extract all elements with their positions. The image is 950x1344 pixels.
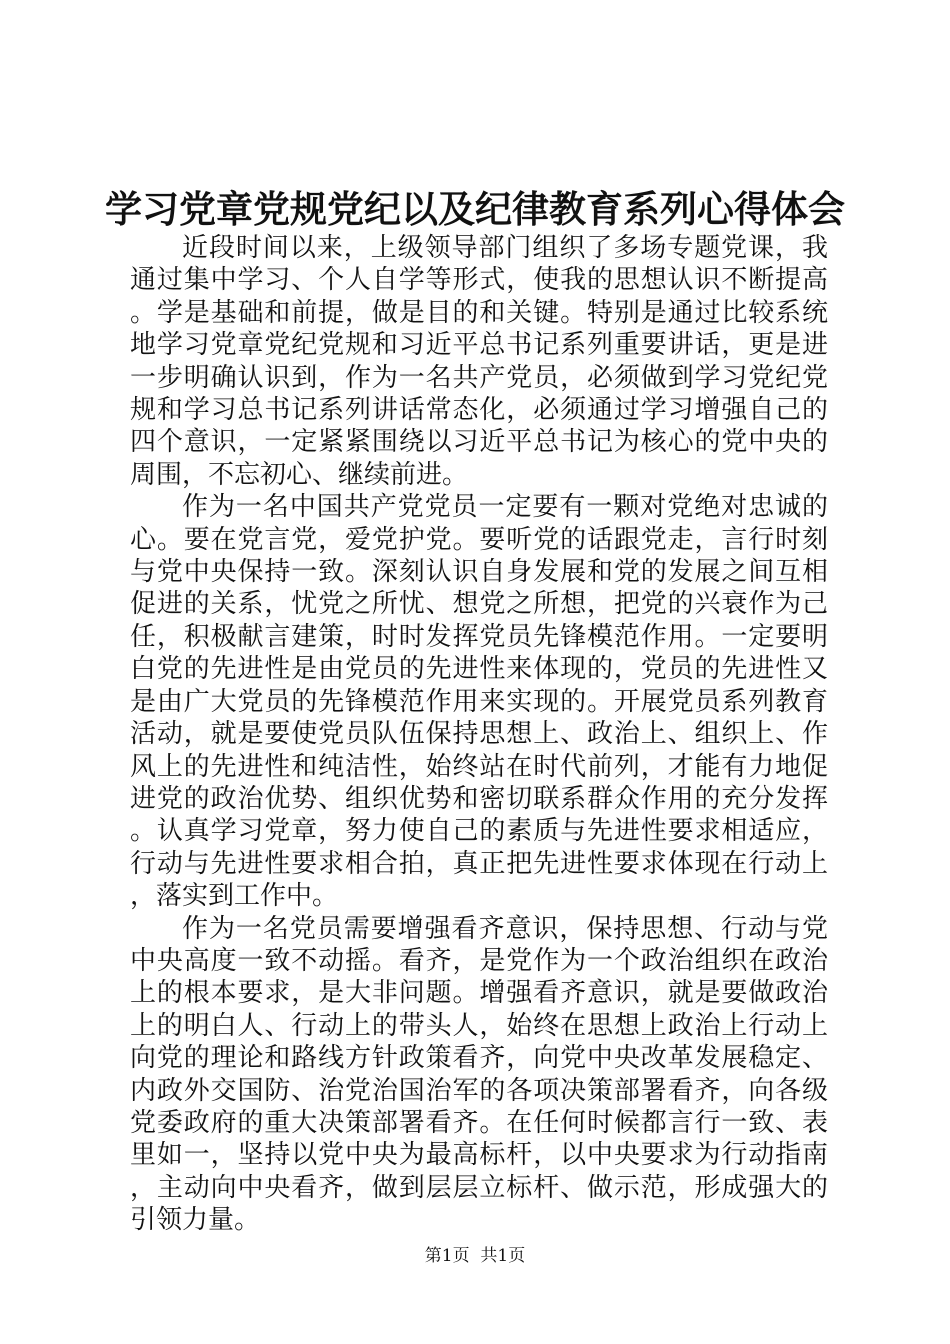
paragraph-3: 作为一名党员需要增强看齐意识，保持思想、行动与党中央高度一致不动摇。看齐，是党作为一个政治组织在政治上的根本要求，是大非问题。增强看齐意识，就是要做政治上的明白人、行动上的带头人，始终在思想上政治上行动上向党的理论和路线方针政策看齐，向党中央改革发展稳定、内政外交国防、治党治国治军的各项决策部署看齐，向各级党委政府的重大决策部署看齐。在任何时候都言行一致、表里如一，坚持以党中央为最高标杆，以中央要求为行动指南，主动向中央看齐，做到层层立标杆、做示范，形成强大的引领力量。 (130, 913, 828, 1236)
page-footer: 第1页 共1页 (424, 1246, 526, 1266)
paragraph-1: 近段时间以来，上级领导部门组织了多场专题党课，我通过集中学习、个人自学等形式，使我的思想认识不断提高。学是基础和前提，做是目的和关键。特别是通过比较系统地学习党章党纪党规和习近平总书记系列重要讲话，更是进一步明确认识到，作为一名共产党员，必须做到学习党纪党规和学习总书记系列讲话常态化，必须通过学习增强自己的四个意识，一定紧紧围绕以习近平总书记为核心的党中央的周围，不忘初心、继续前进。 (130, 233, 828, 490)
document-title: 学习党章党规党纪以及纪律教育系列心得体会 (105, 187, 845, 231)
paragraph-2: 作为一名中国共产党党员一定要有一颗对党绝对忠诚的心。要在党言党，爱党护党。要听党的话跟党走，言行时刻与党中央保持一致。深刻认识自身发展和党的发展之间互相促进的关系，忧党之所忧、想党之所想，把党的兴衰作为己任，积极献言建策，时时发挥党员先锋模范作用。一定要明白党的先进性是由党员的先进性来体现的，党员的先进性又是由广大党员的先锋模范作用来实现的。开展党员系列教育活动，就是要使党员队伍保持思想上、政治上、组织上、作风上的先进性和纯洁性，始终站在时代前列，才能有力地促进党的政治优势、组织优势和密切联系群众作用的充分发挥。认真学习党章，努力使自己的素质与先进性要求相适应，行动与先进性要求相合拍，真正把先进性要求体现在行动上，落实到工作中。 (130, 492, 828, 912)
document-body (130, 232, 828, 1237)
